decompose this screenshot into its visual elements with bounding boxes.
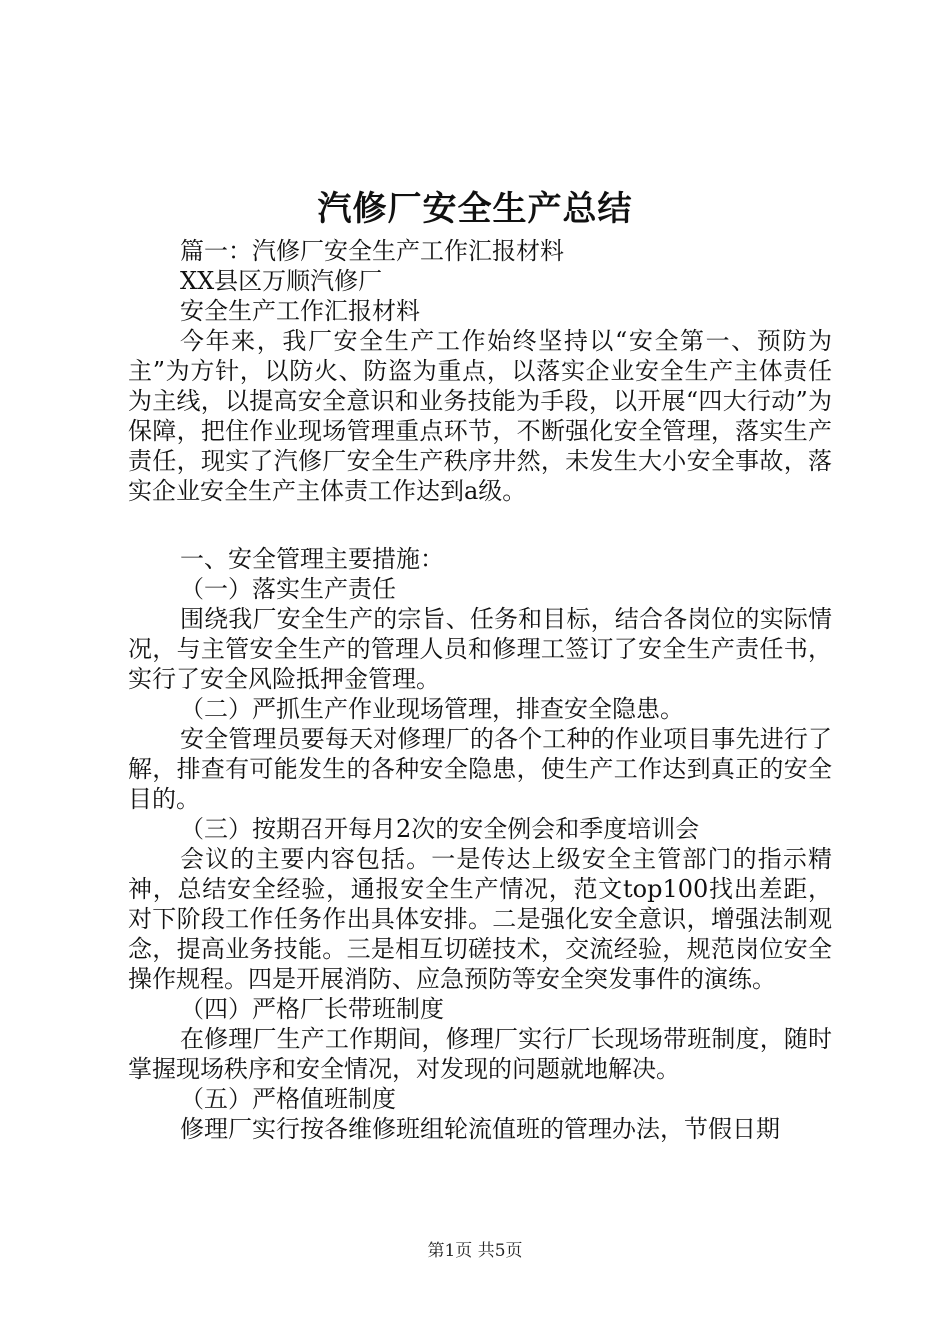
paragraph-organization: XX县区万顺汽修厂 — [180, 267, 383, 295]
section-heading-measures: 一、安全管理主要措施： — [180, 545, 444, 573]
subsection-heading-1: （一）落实生产责任 — [180, 575, 396, 603]
paragraph-responsibility: 围绕我厂安全生产的宗旨、任务和目标，结合各岗位的实际情况，与主管安全生产的管理人员和修理工签订了安全生产责任书，实行了安全风险抵押金管理。 — [128, 605, 832, 693]
paragraph-manager-shift: 在修理厂生产工作期间，修理厂实行厂长现场带班制度，随时掌握现场秩序和安全情况，对发现的问题就地解决。 — [128, 1025, 832, 1083]
subsection-heading-4: （四）严格厂长带班制度 — [180, 995, 444, 1023]
page-number-footer: 第1页 共5页 — [427, 1241, 523, 1261]
subsection-heading-3: （三）按期召开每月2次的安全例会和季度培训会 — [180, 815, 700, 843]
document-body — [128, 236, 832, 1144]
paragraph-site-management: 安全管理员要每天对修理厂的各个工种的作业项目事先进行了解，排查有可能发生的各种安全隐患，使生产工作达到真正的安全目的。 — [128, 725, 832, 813]
paragraph-intro: 今年来，我厂安全生产工作始终坚持以“安全第一、预防为主”为方针，以防火、防盗为重点，以落实企业安全生产主体责任为主线，以提高安全意识和业务技能为手段，以开展“四大行动”为保障，把住作业现场管理重点环节，不断强化安全管理，落实生产责任，现实了汽修厂安全生产秩序井然，未发生大小安全事故，落实企业安全生产主体责工作达到a级。 — [128, 327, 832, 505]
paragraph-heading-1: 篇一：汽修厂安全生产工作汇报材料 — [180, 237, 564, 265]
paragraph-meetings: 会议的主要内容包括。一是传达上级安全主管部门的指示精神，总结安全经验，通报安全生产情况，范文top100找出差距，对下阶段工作任务作出具体安排。二是强化安全意识，增强法制观念，提高业务技能。三是相互切磋技术，交流经验，规范岗位安全操作规程。四是开展消防、应急预防等安全突发事件的演练。 — [128, 845, 832, 993]
paragraph-subtitle: 安全生产工作汇报材料 — [180, 297, 420, 325]
document-title: 汽修厂安全生产总结 — [317, 189, 633, 229]
paragraph-spacer — [128, 506, 832, 544]
subsection-heading-2: （二）严抓生产作业现场管理，排查安全隐患。 — [180, 695, 684, 723]
paragraph-duty-system: 修理厂实行按各维修班组轮流值班的管理办法，节假日期 — [180, 1115, 780, 1143]
subsection-heading-5: （五）严格值班制度 — [180, 1085, 396, 1113]
